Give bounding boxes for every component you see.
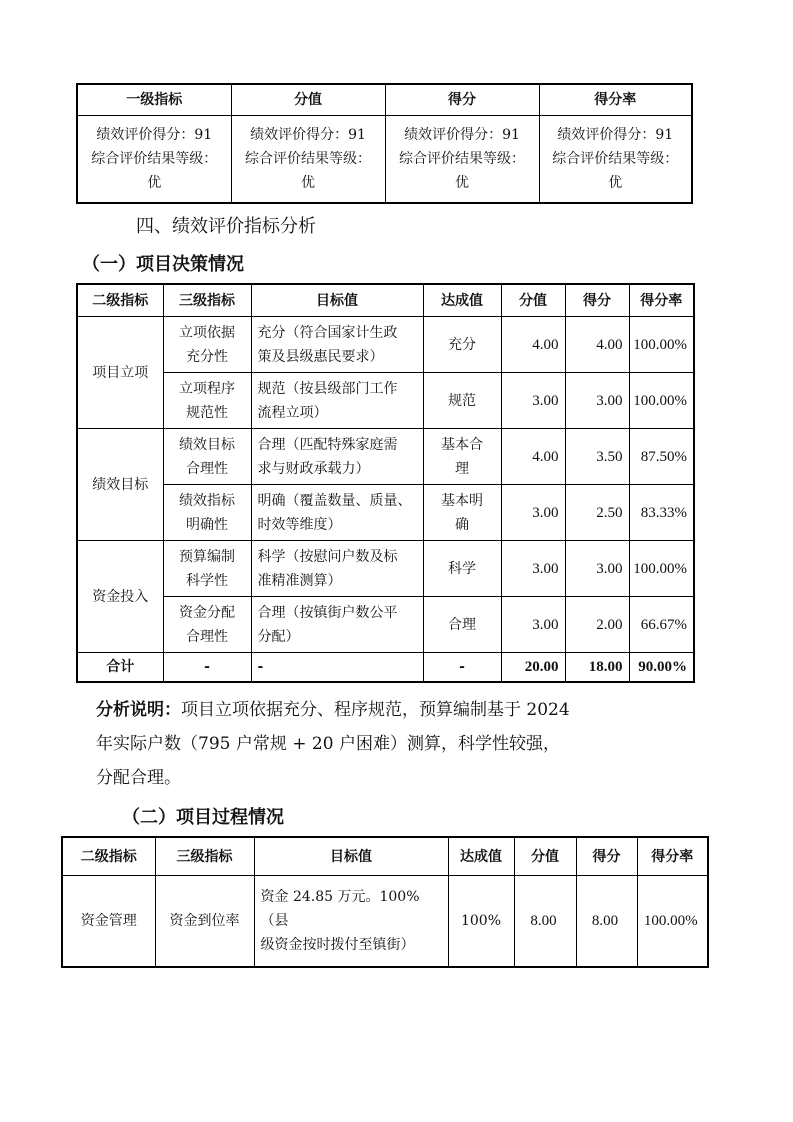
table-cell: 绩效评价得分：91 综合评价结果等级： 优 bbox=[539, 116, 692, 204]
table-row bbox=[62, 876, 708, 968]
header-cell: 分值 bbox=[514, 837, 576, 876]
score-value-cell: 3.00 bbox=[501, 485, 565, 541]
score-value-cell: 4.00 bbox=[501, 429, 565, 485]
table-row bbox=[77, 317, 694, 373]
achieved-cell: 充分 bbox=[423, 317, 501, 373]
header-cell: 目标值 bbox=[251, 284, 423, 317]
rate-cell: 83.33% bbox=[629, 485, 694, 541]
total-achieved-cell: - bbox=[423, 653, 501, 683]
rate-cell: 100.00% bbox=[629, 317, 694, 373]
header-cell: 得分率 bbox=[637, 837, 708, 876]
level3-cell: 资金到位率 bbox=[155, 876, 254, 968]
score-value-cell: 4.00 bbox=[501, 317, 565, 373]
table-row bbox=[77, 485, 694, 541]
target-cell: 明确（覆盖数量、质量、 时效等维度） bbox=[251, 485, 423, 541]
level2-cell: 项目立项 bbox=[77, 317, 163, 429]
rate-cell: 100.00% bbox=[629, 373, 694, 429]
analysis-label: 分析说明： bbox=[96, 700, 181, 720]
header-cell: 得分率 bbox=[539, 84, 692, 116]
subsection-heading: （二）项目过程情况 bbox=[122, 807, 284, 828]
table-row bbox=[77, 373, 694, 429]
score-cell: 2.50 bbox=[565, 485, 629, 541]
score-cell: 3.00 bbox=[565, 373, 629, 429]
target-cell: 充分（符合国家计生政 策及县级惠民要求） bbox=[251, 317, 423, 373]
achieved-cell: 基本明 确 bbox=[423, 485, 501, 541]
target-cell: 合理（按镇街户数公平 分配） bbox=[251, 597, 423, 653]
analysis-line: 年实际户数（795 户常规 + 20 户困难）测算，科学性较强， bbox=[96, 734, 560, 754]
rate-cell: 100.00% bbox=[629, 541, 694, 597]
level3-cell: 立项程序 规范性 bbox=[163, 373, 251, 429]
target-cell: 规范（按县级部门工作 流程立项） bbox=[251, 373, 423, 429]
header-cell: 得分 bbox=[565, 284, 629, 317]
total-label-cell: 合计 bbox=[77, 653, 163, 683]
table-row bbox=[77, 429, 694, 485]
achieved-cell: 100% bbox=[448, 876, 514, 968]
level2-cell: 绩效目标 bbox=[77, 429, 163, 541]
table-cell: 绩效评价得分：91 综合评价结果等级： 优 bbox=[385, 116, 539, 204]
total-target-cell: - bbox=[251, 653, 423, 683]
header-cell: 三级指标 bbox=[155, 837, 254, 876]
score-cell: 8.00 bbox=[576, 876, 637, 968]
header-cell: 得分 bbox=[576, 837, 637, 876]
score-cell: 3.00 bbox=[565, 541, 629, 597]
achieved-cell: 基本合 理 bbox=[423, 429, 501, 485]
table-header-row bbox=[77, 284, 694, 317]
rate-cell: 66.67% bbox=[629, 597, 694, 653]
header-cell: 三级指标 bbox=[163, 284, 251, 317]
analysis-line: 分配合理。 bbox=[96, 768, 181, 788]
table-row bbox=[77, 541, 694, 597]
total-level3-cell: - bbox=[163, 653, 251, 683]
level2-cell: 资金管理 bbox=[62, 876, 155, 968]
table-header-row bbox=[62, 837, 708, 876]
level3-cell: 资金分配 合理性 bbox=[163, 597, 251, 653]
target-cell: 科学（按慰问户数及标 准精准测算） bbox=[251, 541, 423, 597]
header-cell: 目标值 bbox=[254, 837, 448, 876]
header-cell: 得分率 bbox=[629, 284, 694, 317]
score-cell: 4.00 bbox=[565, 317, 629, 373]
section-heading: 四、绩效评价指标分析 bbox=[136, 216, 316, 237]
total-row bbox=[77, 653, 694, 683]
rate-cell: 100.00% bbox=[637, 876, 708, 968]
process-table bbox=[61, 836, 709, 968]
analysis-line: 分析说明：项目立项依据充分、程序规范，预算编制基于 2024 bbox=[96, 700, 570, 720]
level3-cell: 预算编制 科学性 bbox=[163, 541, 251, 597]
achieved-cell: 规范 bbox=[423, 373, 501, 429]
score-value-cell: 3.00 bbox=[501, 597, 565, 653]
table-row bbox=[77, 597, 694, 653]
achieved-cell: 合理 bbox=[423, 597, 501, 653]
table-cell: 绩效评价得分：91 综合评价结果等级： 优 bbox=[231, 116, 385, 204]
header-cell: 二级指标 bbox=[77, 284, 163, 317]
level3-cell: 绩效指标 明确性 bbox=[163, 485, 251, 541]
table-row bbox=[77, 116, 692, 204]
analysis-paragraph bbox=[96, 693, 716, 795]
total-rate-cell: 90.00% bbox=[629, 653, 694, 683]
total-score-cell: 18.00 bbox=[565, 653, 629, 683]
summary-table bbox=[76, 83, 693, 204]
header-cell: 分值 bbox=[501, 284, 565, 317]
header-cell: 二级指标 bbox=[62, 837, 155, 876]
header-cell: 得分 bbox=[385, 84, 539, 116]
level3-cell: 立项依据 充分性 bbox=[163, 317, 251, 373]
score-value-cell: 3.00 bbox=[501, 373, 565, 429]
level2-cell: 资金投入 bbox=[77, 541, 163, 653]
target-cell: 合理（匹配特殊家庭需 求与财政承载力） bbox=[251, 429, 423, 485]
table-header-row bbox=[77, 84, 692, 116]
rate-cell: 87.50% bbox=[629, 429, 694, 485]
level3-cell: 绩效目标 合理性 bbox=[163, 429, 251, 485]
header-cell: 分值 bbox=[231, 84, 385, 116]
subsection-heading: （一）项目决策情况 bbox=[82, 254, 244, 275]
score-value-cell: 3.00 bbox=[501, 541, 565, 597]
header-cell: 达成值 bbox=[423, 284, 501, 317]
score-cell: 2.00 bbox=[565, 597, 629, 653]
header-cell: 达成值 bbox=[448, 837, 514, 876]
score-cell: 3.50 bbox=[565, 429, 629, 485]
header-cell: 一级指标 bbox=[77, 84, 231, 116]
total-score-value-cell: 20.00 bbox=[501, 653, 565, 683]
decision-table bbox=[76, 283, 695, 683]
score-value-cell: 8.00 bbox=[514, 876, 576, 968]
target-cell: 资金 24.85 万元。100%（县 级资金按时拨付至镇街） bbox=[254, 876, 448, 968]
table-cell: 绩效评价得分：91 综合评价结果等级： 优 bbox=[77, 116, 231, 204]
achieved-cell: 科学 bbox=[423, 541, 501, 597]
